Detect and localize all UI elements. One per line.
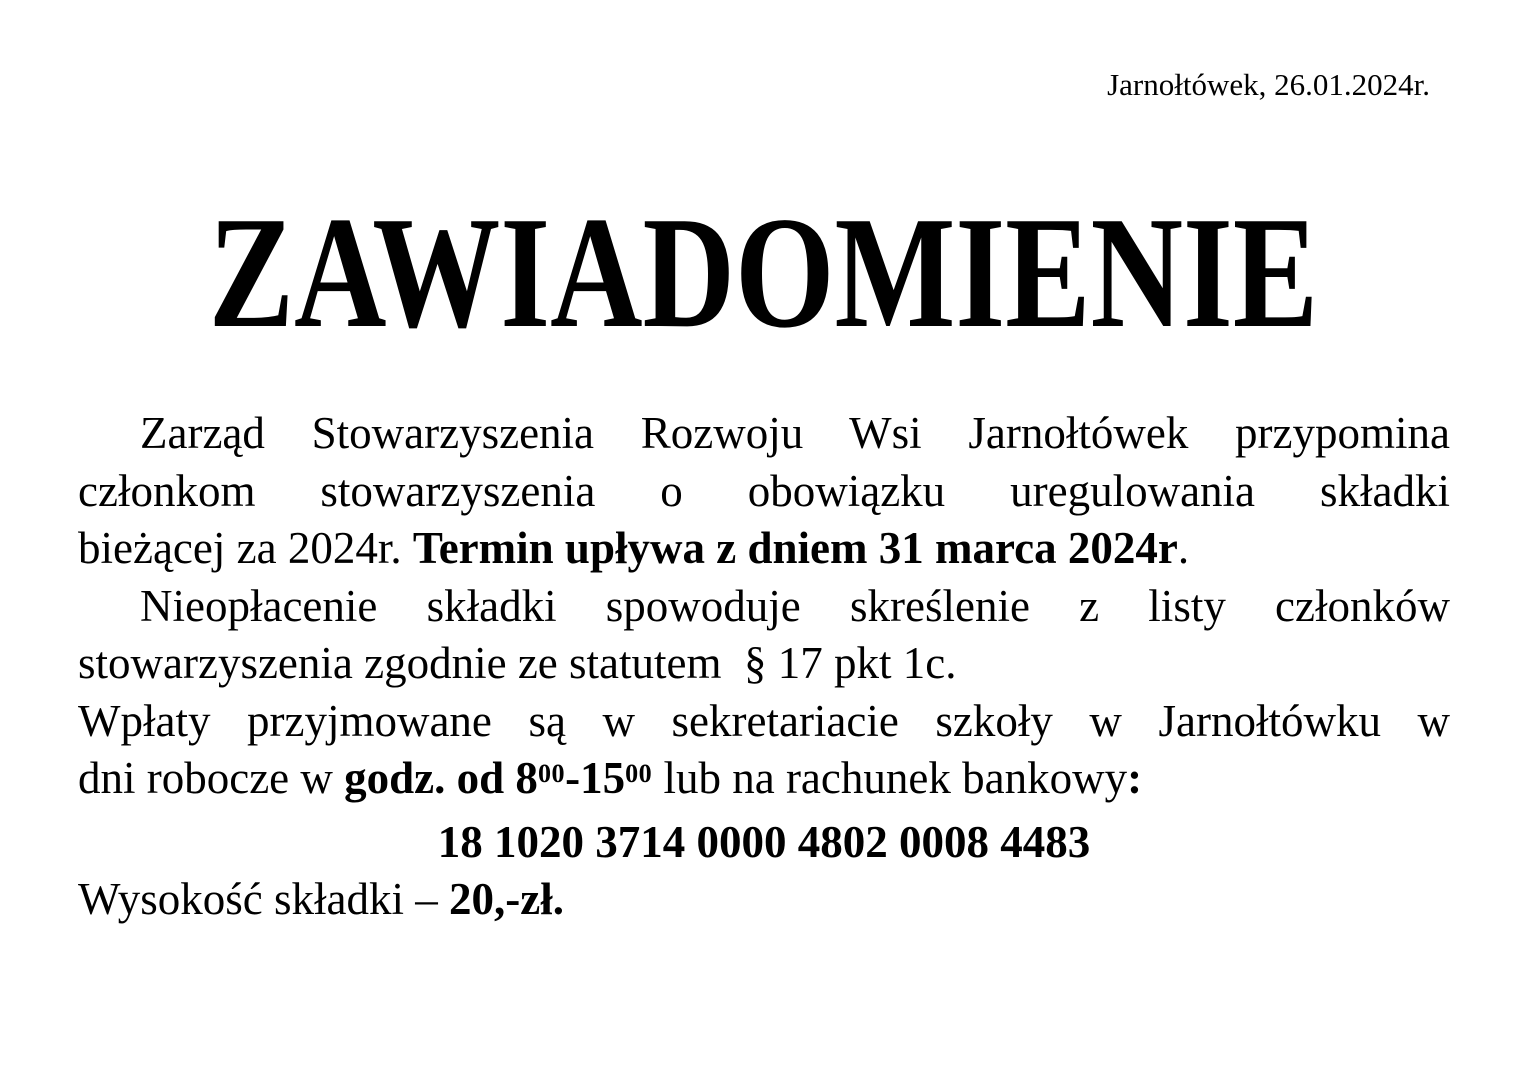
paragraph1-line3 [78,520,1450,578]
office-hours-emphasis-2: -15 [565,753,626,803]
paragraph1-line3-regular: bieżącej za 2024r. [78,523,413,573]
deadline-emphasis: Termin upływa z dniem 31 marca 2024r [412,523,1178,573]
paragraph3-line2 [78,750,1450,814]
hours-superscript-2: 00 [625,759,653,789]
paragraph3-line2-regular2: lub na rachunek bankowy [652,753,1128,803]
office-hours-emphasis: godz. od 8 [344,753,538,803]
paragraph3-line2-regular1: dni robocze w [78,753,345,803]
bank-account-number [78,814,1450,872]
paragraph1-line1-text: Zarząd Stowarzyszenia Rozwoju Wsi Jarnołtówek przypomina [140,408,1450,458]
dateline: Jarnołtówek, 26.01.2024r. [1107,67,1430,102]
paragraph1-line2-text: członkom stowarzyszenia o obowiązku uregulowania składki [78,465,1450,516]
fee-amount: 20,-zł. [449,874,564,924]
paragraph2-line1 [78,578,1450,636]
paragraph1-line2 [78,463,1450,521]
paragraph1-line3-period: . [1177,523,1190,573]
paragraph3-line1 [78,693,1450,751]
fee-line [78,871,1450,929]
notice-title: ZAWIADOMIENIE [208,183,1319,361]
paragraph2-line1-text: Nieopłacenie składki spowoduje skreślenie z listy członków [140,580,1450,631]
paragraph3-line1-text: Wpłaty przyjmowane są w sekretariacie szkoły w Jarnołtówku w [78,695,1450,746]
paragraph1-line1 [78,405,1450,463]
paragraph3-line2-colon: : [1127,753,1143,803]
statute-reference: stowarzyszenia zgodnie ze statutem § 17 pkt 1c. [78,638,957,688]
hours-superscript-1: 00 [537,759,566,789]
paragraph2-line2 [78,635,1450,693]
bank-account-number-text: 18 1020 3714 0000 4802 0008 4483 [437,816,1091,867]
notice-body [78,405,1450,929]
fee-line-label: Wysokość składki – [78,874,450,924]
notice-title-wrap [0,183,1527,361]
